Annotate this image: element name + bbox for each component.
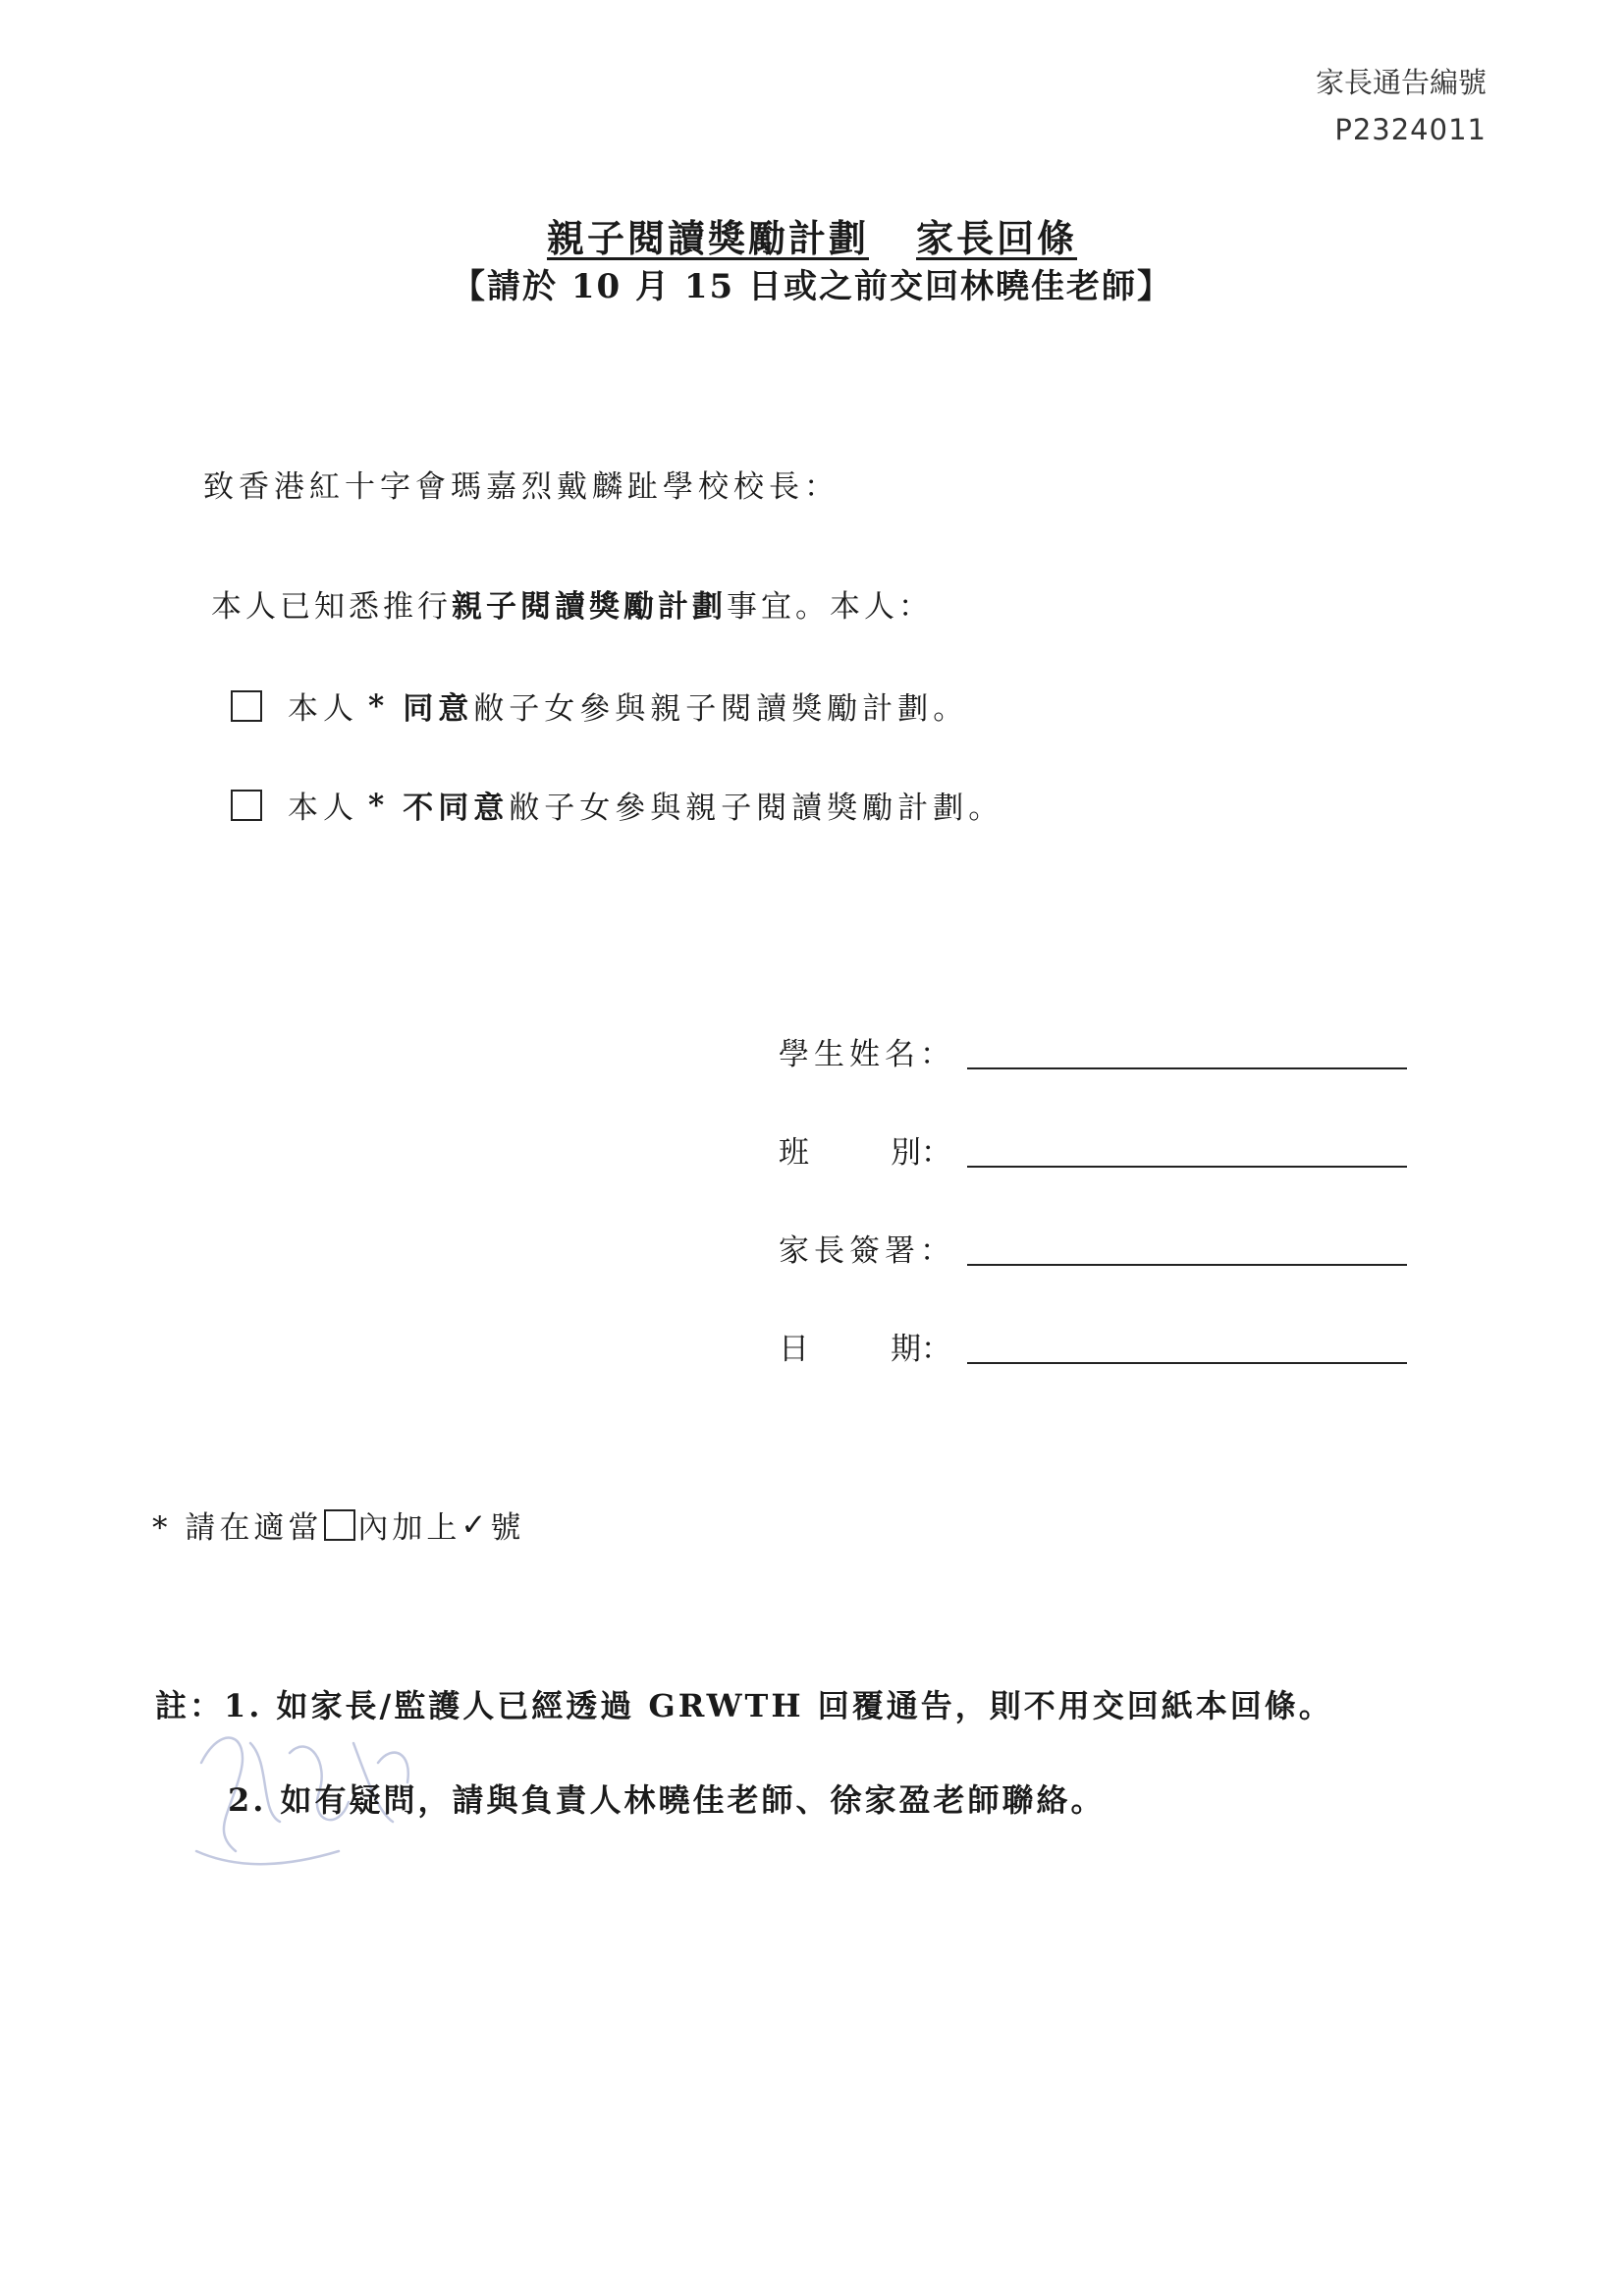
notice-number: P2324011 xyxy=(1334,113,1487,146)
date-label-colon: ： xyxy=(921,1332,951,1367)
title-reply-slip: 家長回條 xyxy=(916,216,1078,260)
class-input-line[interactable] xyxy=(967,1136,1407,1168)
class-field xyxy=(779,1127,1407,1172)
option-agree xyxy=(231,683,968,728)
option-disagree xyxy=(231,783,1003,827)
date-input-line[interactable] xyxy=(967,1333,1407,1364)
acknowledgement-statement xyxy=(211,581,933,626)
date-label-char-1: 日 xyxy=(779,1332,809,1367)
disagree-checkbox[interactable] xyxy=(231,790,262,821)
tick-instruction xyxy=(152,1503,524,1547)
student-name-field xyxy=(779,1029,1407,1073)
statement-suffix: 事宜。本人： xyxy=(727,589,933,625)
note-line-2: 2. 如有疑問，請與負責人林曉佳老師、徐家盈老師聯絡。 xyxy=(228,1781,1106,1819)
class-label-char-2: 別 xyxy=(891,1135,921,1171)
statement-program: 親子閱讀獎勵計劃 xyxy=(452,589,727,625)
disagree-prefix: 本人 xyxy=(288,791,358,826)
parent-signature-input-line[interactable] xyxy=(967,1234,1407,1266)
document-title xyxy=(0,208,1624,262)
student-name-input-line[interactable] xyxy=(967,1038,1407,1069)
disagree-text: 敝子女參與親子閱讀獎勵計劃。 xyxy=(509,791,1004,826)
disagree-asterisk: * xyxy=(368,787,390,823)
tick-instruction-prefix: * 請在適當 xyxy=(152,1510,323,1546)
class-label-colon: ： xyxy=(921,1135,951,1171)
tick-instruction-suffix: 號 xyxy=(490,1510,525,1546)
date-label xyxy=(779,1324,967,1368)
student-name-label: 學生姓名： xyxy=(779,1037,955,1072)
agree-asterisk: * xyxy=(368,687,390,724)
date-label-char-2: 期 xyxy=(891,1332,921,1367)
agree-prefix: 本人 xyxy=(288,691,358,727)
addressee-line: 致香港紅十字會瑪嘉烈戴麟趾學校校長： xyxy=(203,469,839,505)
title-program: 親子閱讀獎勵計劃 xyxy=(546,216,869,260)
notice-number-label: 家長通告編號 xyxy=(1315,66,1487,99)
parent-signature-field xyxy=(779,1226,1407,1270)
square-box-icon xyxy=(324,1509,355,1541)
check-mark-icon: ✓ xyxy=(460,1506,491,1543)
class-label-char-1: 班 xyxy=(779,1135,809,1171)
disagree-choice: 不同意 xyxy=(403,791,510,826)
statement-prefix: 本人已知悉推行 xyxy=(211,589,452,625)
agree-checkbox[interactable] xyxy=(231,690,262,722)
agree-choice: 同意 xyxy=(403,691,474,727)
agree-text: 敝子女參與親子閱讀獎勵計劃。 xyxy=(473,691,969,727)
parent-signature-label: 家長簽署： xyxy=(779,1233,955,1269)
tick-instruction-middle: 內加上 xyxy=(357,1510,461,1546)
date-field xyxy=(779,1324,1407,1368)
deadline-subtitle: 【請於 10 月 15 日或之前交回林曉佳老師】 xyxy=(452,267,1172,306)
class-label xyxy=(779,1127,967,1172)
note-line-1: 註：1. 如家長/監護人已經透過 GRWTH 回覆通告，則不用交回紙本回條。 xyxy=(155,1687,1333,1724)
